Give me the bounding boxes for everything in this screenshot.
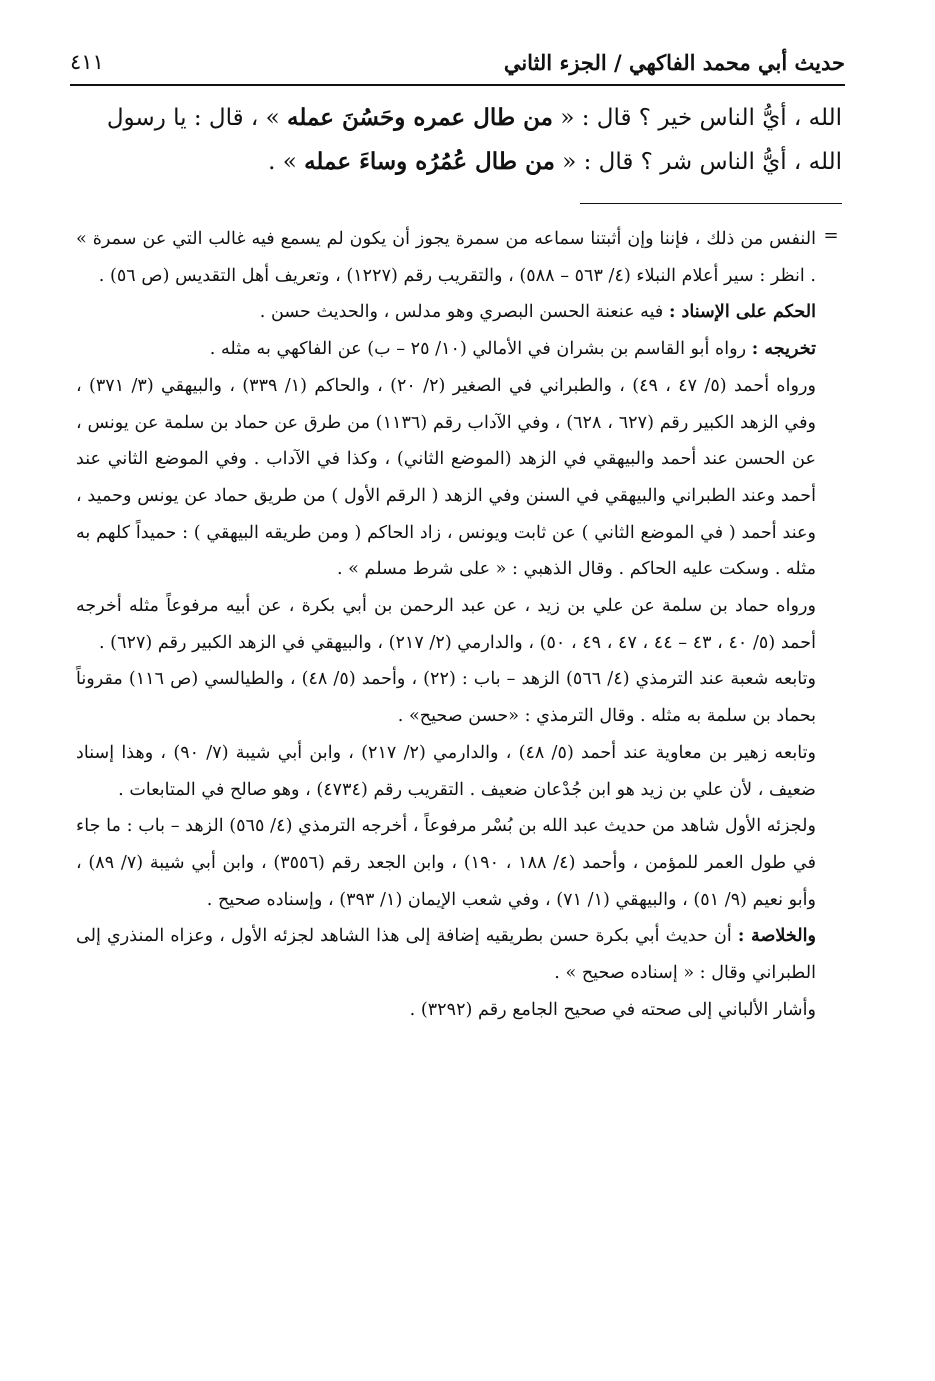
footnote-separator: [580, 203, 842, 204]
takhrij-paragraph: [76, 331, 816, 368]
ruling-paragraph: [76, 294, 816, 331]
takhrij-text: رواه أبو القاسم بن بشران في الأمالي (١٠/ ٢٥ – ب) عن الفاكهي به مثله .: [209, 339, 752, 360]
main-line-1-start: الله ، أيُّ الناس خير ؟ قال : «: [553, 105, 842, 131]
hadith-quote-2: من طال عُمُرُه وساءَ عمله: [304, 148, 555, 175]
footnote-continuation-mark: =: [823, 225, 839, 246]
page-number: ٤١١: [70, 50, 104, 74]
footnote-paragraph: وتابعه شعبة عند الترمذي (٤/ ٥٦٦) الزهد – باب : (٢٢) ، وأحمد (٥/ ٤٨) ، والطيالسي (ص ١١٦) مقروناً بحماد بن سلمة به مثله . وقال الترمذي : «حسن صحيح» .: [76, 669, 816, 727]
footnote-paragraph: ورواه حماد بن سلمة عن علي بن زيد ، عن عبد الرحمن بن أبي بكرة ، عن أبيه مرفوعاً مثله أخرجه أحمد (٥/ ٤٠ ، ٤٣ – ٤٤ ، ٤٧ ، ٤٩ ، ٥٠) ، والدارمي (٢/ ٢١٧) ، والبيهقي في الزهد الكبير رقم (٦٢٧) .: [76, 596, 816, 653]
footnote-paragraph: وتابعه زهير بن معاوية عند أحمد (٥/ ٤٨) ، والدارمي (٢/ ٢١٧) ، وابن أبي شيبة (٧/ ٩٠) ، وهذا إسناد ضعيف ، لأن علي بن زيد هو ابن جُدْعان ضعيف . التقريب رقم (٤٧٣٤) ، وهو صالح في المتابعات .: [76, 742, 816, 800]
main-line-2-end: » .: [268, 149, 305, 175]
main-text: [72, 96, 842, 184]
header-rule: [70, 84, 845, 86]
summary-paragraph: [76, 918, 816, 991]
main-line-1-end: » ، قال : يا رسول: [106, 105, 288, 131]
takhrij-label: تخريجه :: [751, 338, 816, 360]
ruling-label: الحكم على الإسناد :: [668, 301, 816, 323]
footnote-paragraph: النفس من ذلك ، فإننا وإن أثبتنا سماعه من سمرة يجوز أن يكون لم يسمع فيه غالب التي عن سمرة » . انظر : سير أعلام النبلاء (٤/ ٥٦٣ – ٥٨٨) ، والتقريب رقم (١٢٢٧) ، وتعريف أهل التقديس (ص ٥٦) .: [76, 229, 816, 286]
page-header: [70, 44, 845, 80]
hadith-quote-1: من طال عمره وحَسُنَ عمله: [287, 104, 554, 131]
summary-label: والخلاصة :: [737, 925, 816, 947]
footnote-paragraph: ولجزئه الأول شاهد من حديث عبد الله بن بُسْر مرفوعاً ، أخرجه الترمذي (٤/ ٥٦٥) الزهد – باب : ما جاء في طول العمر للمؤمن ، وأحمد (٤/ ١٨٨ ، ١٩٠) ، وابن الجعد رقم (٣٥٥٦) ، وابن أبي شيبة (٧/ ٨٩) ، وأبو نعيم (٩/ ٥١) ، والبيهقي (١/ ٧١) ، وفي شعب الإيمان (١/ ٣٩٣) ، وإسناده صحيح .: [76, 816, 816, 910]
main-line-1: [72, 96, 842, 140]
main-line-2-start: الله ، أيُّ الناس شر ؟ قال : «: [554, 149, 842, 175]
footnote-paragraph: وأشار الألباني إلى صحته في صحيح الجامع رقم (٣٢٩٢) .: [409, 999, 816, 1020]
main-line-2: [72, 140, 842, 184]
footnotes: [76, 221, 816, 1028]
running-title: حديث أبي محمد الفاكهي / الجزء الثاني: [503, 49, 845, 75]
ruling-text: فيه عنعنة الحسن البصري وهو مدلس ، والحديث حسن .: [259, 302, 669, 323]
footnote-paragraph: ورواه أحمد (٥/ ٤٧ ، ٤٩) ، والطبراني في الصغير (٢/ ٢٠) ، والحاكم (١/ ٣٣٩) ، والبيهقي (٣/ ٣٧١) ، وفي الزهد الكبير رقم (٦٢٧ ، ٦٢٨) ، وفي الآداب رقم (١١٣٦) من طرق عن حماد بن سلمة عن يونس ، عن الحسن عند أحمد والبيهقي في الزهد (الموضع الثاني) ، وكذا في الآداب . وفي الموضع الثاني عند أحمد وعند الطبراني والبيهقي في السنن وفي الزهد ( الرقم الأول ) من طريق حماد عن يونس وحميد ، وعند أحمد ( في الموضع الثاني ) عن ثابت ويونس ، زاد الحاكم ( ومن طريقه البيهقي ) : حميداً كلهم به مثله . وسكت عليه الحاكم . وقال الذهبي : « على شرط مسلم » .: [76, 375, 816, 580]
summary-text: أن حديث أبي بكرة حسن بطريقيه إضافة إلى هذا الشاهد لجزئه الأول ، وعزاه المنذري إلى الطبراني وقال : « إسناده صحيح » .: [76, 926, 816, 984]
